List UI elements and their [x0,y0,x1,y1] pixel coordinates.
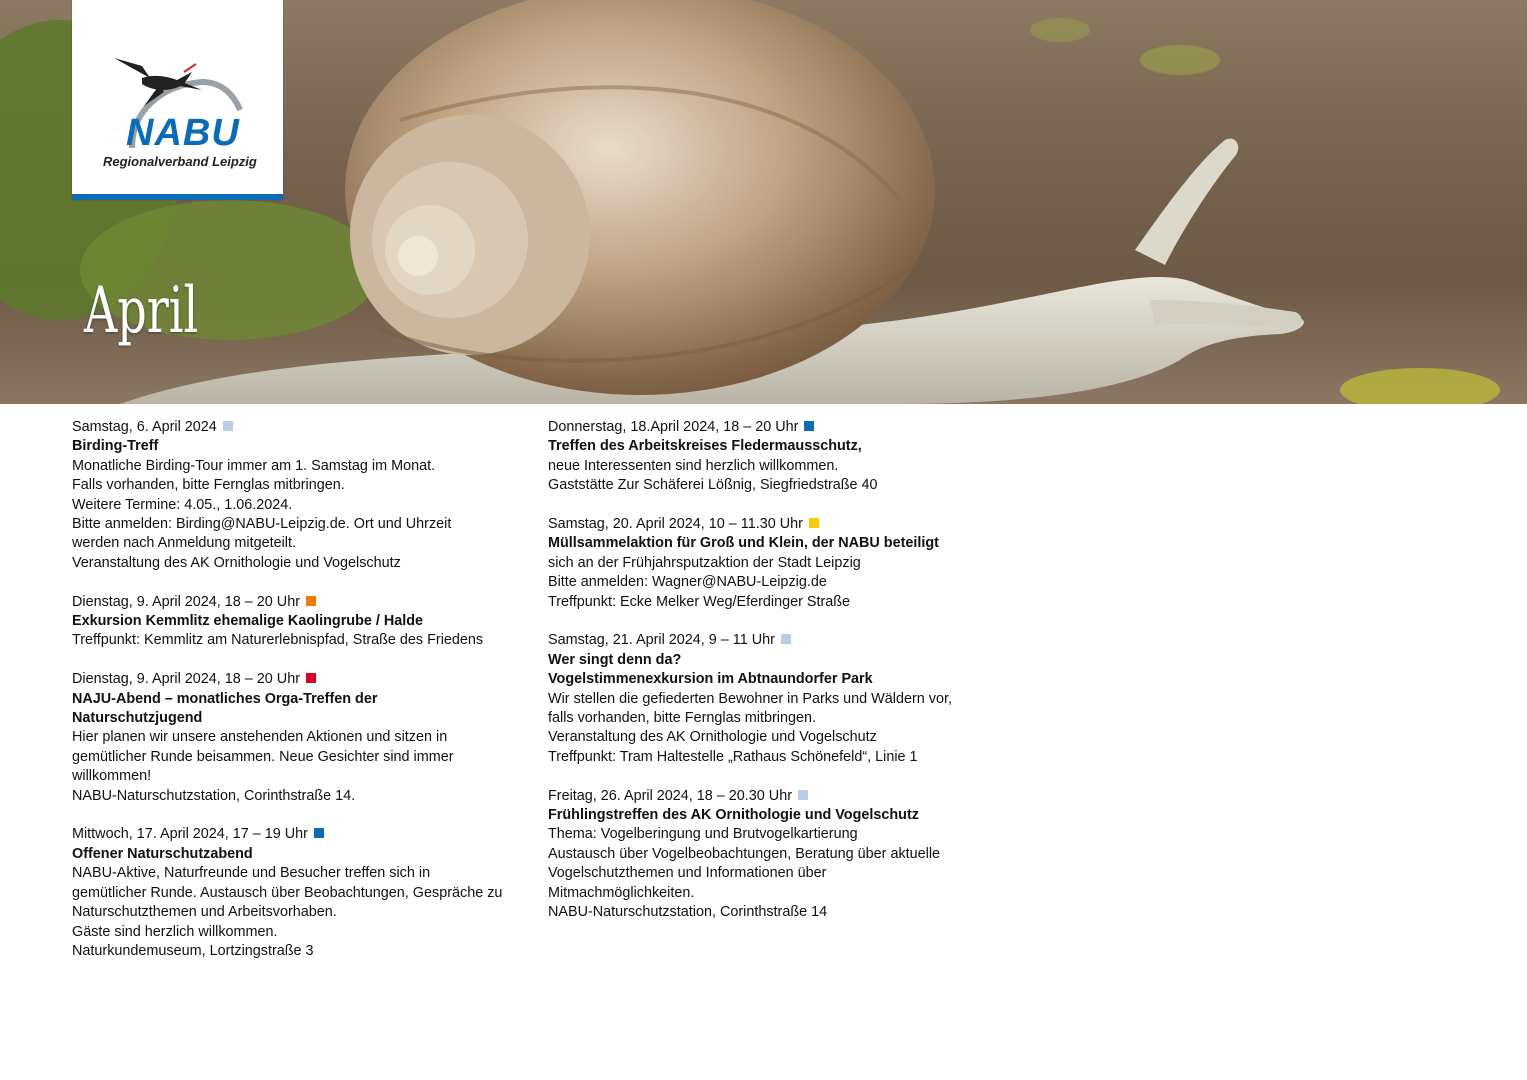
stork-icon [72,0,283,200]
event-detail: Vogelschutzthemen und Informationen über [548,865,827,882]
event-title: Birding-Treff [72,438,159,455]
event-detail: Gaststätte Zur Schäferei Lößnig, Siegfriedstraße 40 [548,477,878,494]
event-entry [72,418,512,573]
event-entry [548,515,968,612]
event-title: NAJU-Abend – monatliches Orga-Treffen der [72,690,378,707]
event-detail: Austausch über Vogelbeobachtungen, Beratung über aktuelle [548,845,941,862]
event-detail: sich an der Frühjahrsputzaktion der Stadt Leipzig [548,554,861,571]
event-detail: werden nach Anmeldung mitgeteilt. [72,535,296,552]
event-detail: Mitmachmöglichkeiten. [548,884,695,901]
event-title: Exkursion Kemmlitz ehemalige Kaolingrube / Halde [72,613,424,630]
event-entry [548,631,968,767]
event-date-text: Donnerstag, 18.April 2024, 18 – 20 Uhr [548,419,799,435]
event-date [72,825,512,844]
event-detail: Gäste sind herzlich willkommen. [72,923,278,940]
category-marker [306,673,316,683]
event-detail: Treffpunkt: Ecke Melker Weg/Eferdinger Straße [548,593,851,610]
event-detail: Treffpunkt: Kemmlitz am Naturerlebnispfad, Straße des Friedens [72,632,484,649]
event-date-text: Freitag, 26. April 2024, 18 – 20.30 Uhr [548,787,792,804]
event-detail: willkommen! [72,768,152,785]
event-title: Naturschutzjugend [72,710,203,727]
event-detail: Wir stellen die gefiederten Bewohner in Parks und Wäldern vor, [548,690,952,707]
month-title: April [84,274,199,348]
event-detail: Bitte anmelden: Birding@NABU-Leipzig.de. Ort und Uhrzeit [72,516,452,533]
event-detail: Monatliche Birding-Tour immer am 1. Samstag im Monat. [72,457,436,474]
event-detail: NABU-Naturschutzstation, Corinthstraße 14. [72,787,356,804]
event-title: Frühlingstreffen des AK Ornithologie und Vogelschutz [548,807,919,824]
event-detail: NABU-Aktive, Naturfreunde und Besucher treffen sich in [72,865,431,882]
events-right-column [548,418,968,942]
event-date [72,670,512,689]
event-title: Wer singt denn da? [548,651,682,668]
event-title: Treffen des Arbeitskreises Fledermausschutz, [548,438,862,455]
event-date [548,515,968,534]
event-detail: Bitte anmelden: Wagner@NABU-Leipzig.de [548,574,827,591]
logo-bar [72,194,283,200]
event-detail: Naturkundemuseum, Lortzingstraße 3 [72,942,314,959]
event-date [548,631,968,650]
category-marker [306,596,316,606]
event-detail: Weitere Termine: 4.05., 1.06.2024. [72,496,293,513]
event-detail: Naturschutzthemen und Arbeitsvorhaben. [72,904,337,921]
event-date-text: Mittwoch, 17. April 2024, 17 – 19 Uhr [72,826,308,843]
event-date-text: Samstag, 20. April 2024, 10 – 11.30 Uhr [548,516,803,533]
category-marker [809,518,819,528]
category-marker [804,421,814,431]
event-detail: Hier planen wir unsere anstehenden Aktionen und sitzen in [72,729,448,746]
event-date-text: Samstag, 21. April 2024, 9 – 11 Uhr [548,632,775,649]
category-marker [223,421,233,431]
event-date-text: Dienstag, 9. April 2024, 18 – 20 Uhr [72,671,300,688]
events-left-column [72,418,512,981]
event-entry [548,418,968,496]
event-entry [72,593,512,651]
event-entry [72,670,512,806]
event-detail: Veranstaltung des AK Ornithologie und Vogelschutz [548,729,877,746]
event-entry [72,825,512,961]
nabu-logo [72,0,283,200]
event-detail: gemütlicher Runde beisammen. Neue Gesichter sind immer [72,748,454,765]
event-detail: neue Interessenten sind herzlich willkommen. [548,457,839,474]
category-marker [314,828,324,838]
event-detail: falls vorhanden, bitte Fernglas mitbringen. [548,710,816,727]
event-title: Vogelstimmenexkursion im Abtnaundorfer Park [548,671,873,688]
event-date-text: Dienstag, 9. April 2024, 18 – 20 Uhr [72,593,300,610]
category-marker [781,634,791,644]
logo-subtitle: Regionalverband Leipzig [103,154,257,169]
logo-word: NABU [126,112,240,154]
event-detail: Veranstaltung des AK Ornithologie und Vogelschutz [72,554,401,571]
event-date [548,418,968,437]
event-detail: NABU-Naturschutzstation, Corinthstraße 14 [548,904,828,921]
event-detail: gemütlicher Runde. Austausch über Beobachtungen, Gespräche zu [72,884,503,901]
event-date [548,787,968,806]
event-title: Müllsammelaktion für Groß und Klein, der NABU beteiligt [548,535,939,552]
event-title: Offener Naturschutzabend [72,845,253,862]
event-date-text: Samstag, 6. April 2024 [72,419,217,435]
event-date [72,418,512,437]
event-date [72,593,512,612]
event-detail: Treffpunkt: Tram Haltestelle „Rathaus Schönefeld“, Linie 1 [548,748,918,765]
event-detail: Thema: Vogelberingung und Brutvogelkartierung [548,826,858,843]
event-detail: Falls vorhanden, bitte Fernglas mitbringen. [72,477,345,494]
event-entry [548,787,968,923]
category-marker [798,790,808,800]
